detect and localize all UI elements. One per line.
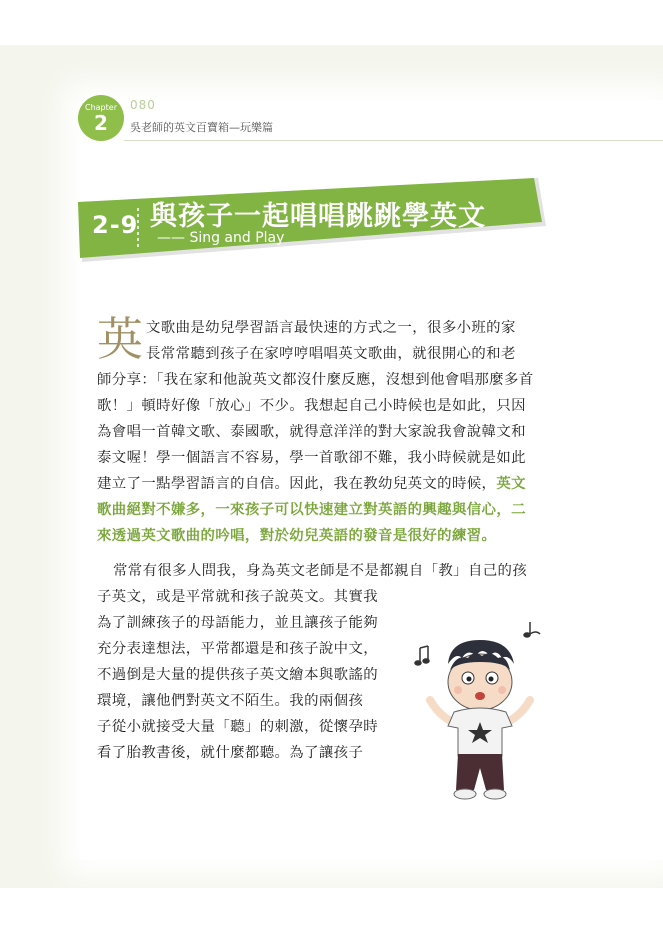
paragraph-line: 充分表達想法，平常都還是和孩子說中文， [97, 641, 379, 657]
music-note-icon [415, 646, 429, 665]
section-number: 2-9 [92, 211, 139, 239]
header-divider [124, 140, 663, 141]
paragraph-line: 子從小就接受大量「聽」的刺激，從懷孕時 [97, 719, 379, 735]
running-title: 吳老師的英文百寶箱—玩樂篇 [130, 121, 273, 134]
paragraph-line: 為會唱一首韓文歌、泰國歌，就得意洋洋的對大家說我會說韓文和 [97, 424, 526, 440]
drop-cap: 英 [97, 312, 143, 366]
page-number: 080 [130, 98, 156, 112]
chapter-label: Chapter [85, 103, 117, 112]
paragraph-line: 子英文，或是平常就和孩子說英文。其實我 [97, 589, 379, 605]
chapter-badge [78, 95, 124, 141]
paragraph-line: 為了訓練孩子的母語能力，並且讓孩子能夠 [97, 615, 379, 631]
paragraph-line: 歌！」頓時好像「放心」不少。我想起自己小時候也是如此，只因 [97, 398, 526, 414]
section-subtitle: —— Sing and Play [157, 230, 285, 246]
paragraph-line: 看了胎教書後，就什麼都聽。為了讓孩子 [97, 745, 364, 761]
highlighted-line: 歌曲絕對不嫌多，一來孩子可以快速建立對英語的興趣與信心，二 [97, 501, 526, 518]
paragraph-line: 文歌曲是幼兒學習語言最快速的方式之一，很多小班的家 [146, 320, 516, 336]
paragraph-line: 泰文喔！學一個語言不容易，學一首歌卻不難，我小時候就是如此 [97, 450, 526, 466]
paragraph-line: 師分享：「我在家和他說英文都沒什麼反應，沒想到他會唱那麼多首 [97, 372, 534, 388]
highlighted-line: 來透過英文歌曲的吟唱，對於幼兒英語的發音是很好的練習。 [97, 527, 497, 544]
highlighted-text: 英文 [496, 475, 526, 492]
paragraph-line [97, 471, 526, 497]
paragraph-line: 環境，讓他們對英文不陌生。我的兩個孩 [97, 693, 364, 709]
paragraph-line-text: 建立了一點學習語言的自信。因此，我在教幼兒英文的時候， [97, 476, 497, 492]
music-note-icon [524, 622, 540, 637]
paragraph-line: 長常常聽到孩子在家哼哼唱唱英文歌曲，就很開心的和老 [146, 346, 516, 362]
singing-child-illustration [412, 618, 552, 810]
chapter-number: 2 [94, 111, 108, 135]
paragraph-line: 常常有很多人問我，身為英文老師是不是都親自「教」自己的孩 [113, 563, 528, 579]
paragraph-line: 不過倒是大量的提供孩子英文繪本與歌謠的 [97, 667, 379, 683]
section-title: 與孩子一起唱唱跳跳學英文 [150, 201, 486, 232]
